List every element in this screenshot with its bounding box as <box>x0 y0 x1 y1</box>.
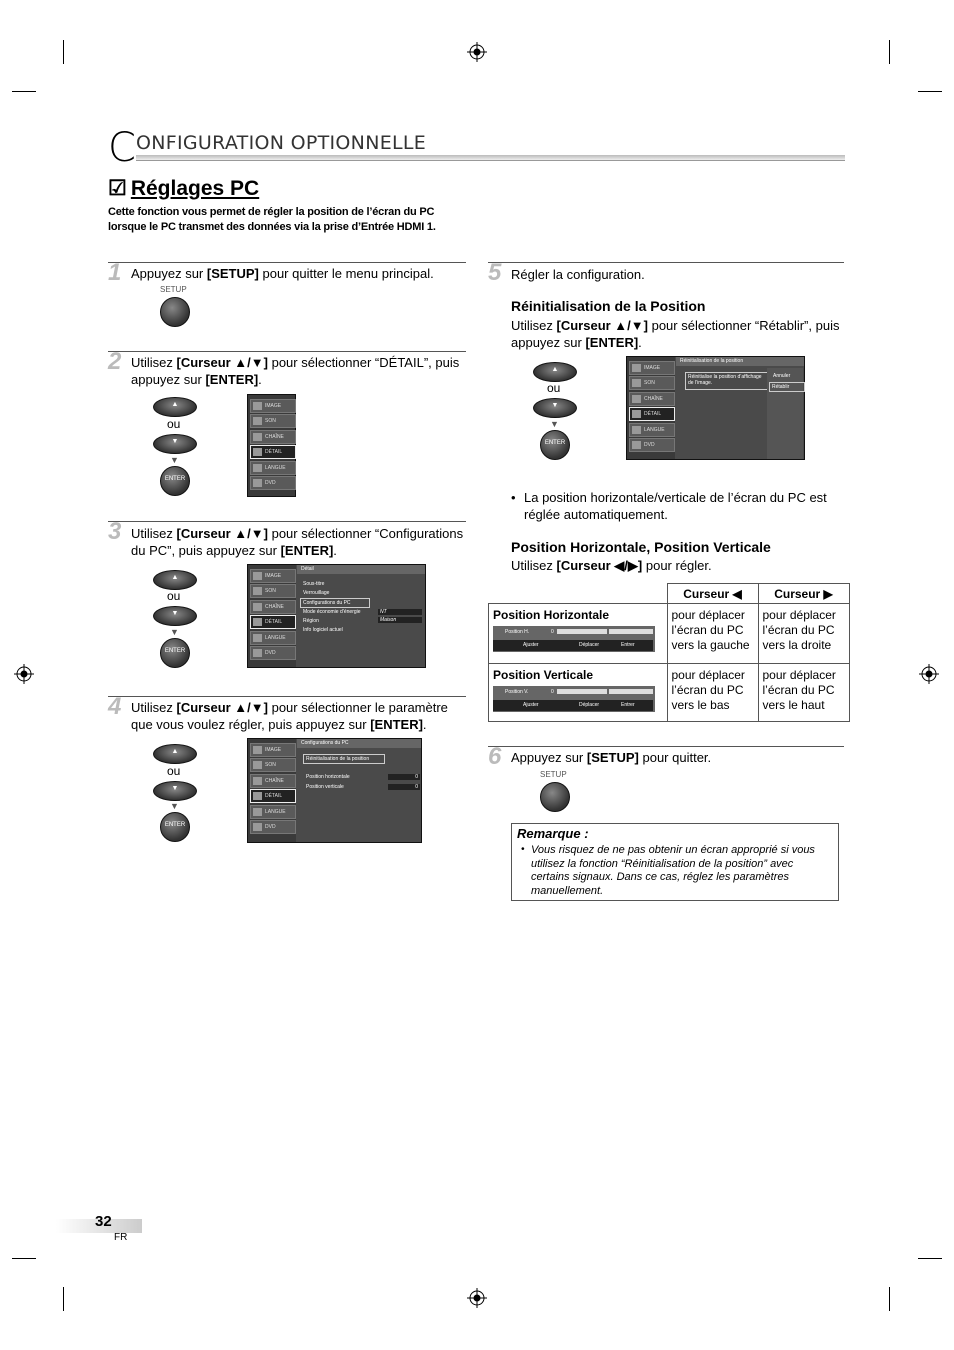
arrow-down-icon: ▼ <box>550 419 559 429</box>
intro-text: Cette fonction vous permet de régler la position de l’écran du PC lorsque le PC transmet des données via la prise d’Entrée HDMI 1. <box>108 206 436 233</box>
enter-button: ENTER <box>540 430 570 460</box>
tv-menu-step3: IMAGE SON CHAÎNE DÉTAIL LANGUE DVD Détail Sous-titre Verrouillage Configurations du PC Mode économie d’énergie NT Région Maison Info logiciel actuel <box>247 564 426 668</box>
menu-item: DVD <box>250 476 296 490</box>
arrow-down-icon: ▼ <box>170 801 179 811</box>
or-label: ou <box>167 764 181 778</box>
step-rule <box>108 696 466 697</box>
step-rule <box>488 262 844 263</box>
position-table <box>488 583 850 722</box>
step-5-text: Régler la configuration. <box>511 267 645 282</box>
tv-menu-step5: IMAGE SON CHAÎNE DÉTAIL LANGUE DVD Réinitialisation de la position Réinitialise la position d’affichage de l’image. Annuler Rétablir <box>626 356 805 460</box>
auto-adjust-text: La position horizontale/verticale de l’écran du PC est réglée automatiquement. <box>524 490 827 522</box>
menu-item: LANGUE <box>250 461 296 475</box>
reset-heading: Réinitialisation de la Position <box>511 298 706 314</box>
step-rule <box>488 746 844 747</box>
checkbox-icon: ☑ <box>108 177 127 200</box>
step-number: 6 <box>488 743 502 770</box>
setup-label: SETUP <box>160 285 187 294</box>
position-text: Utilisez [Curseur ◀/▶] pour régler. <box>511 558 712 573</box>
arrow-down-icon: ▼ <box>170 627 179 637</box>
registration-mark-icon <box>467 42 487 62</box>
arrow-down-icon: ▼ <box>170 455 179 465</box>
header-title: ONFIGURATION OPTIONNELLE <box>136 132 427 154</box>
header-rule <box>136 155 845 161</box>
setup-label: SETUP <box>540 770 567 779</box>
cursor-up-button: ▲ <box>153 570 197 590</box>
position-v-bar: Position V. 0 Ajuster Déplacer Entrer <box>493 686 655 712</box>
step-number: 1 <box>108 259 122 286</box>
note-title: Remarque : <box>517 826 589 841</box>
crop-mark <box>889 40 890 64</box>
bullet-dot: • <box>511 490 516 505</box>
menu-item: IMAGE <box>250 399 296 413</box>
setup-button <box>160 297 190 327</box>
cursor-down-button: ▼ <box>153 434 197 454</box>
header-initial: C <box>108 125 136 171</box>
menu-item: CHAÎNE <box>250 430 296 444</box>
step-number: 2 <box>108 348 122 375</box>
section-title-text: Réglages PC <box>130 177 260 200</box>
row-label-vertical: Position Verticale <box>493 668 594 682</box>
step-6-text: Appuyez sur [SETUP] pour quitter. <box>511 750 712 765</box>
step-4-text: Utilisez [Curseur ▲/▼] pour sélectionner le paramètre que vous voulez régler, puis appuyez sur [ENTER]. <box>131 700 448 732</box>
note-box <box>511 823 839 901</box>
registration-mark-icon <box>14 664 34 684</box>
step-rule <box>108 262 466 263</box>
crop-mark <box>918 91 942 92</box>
note-text: Vous risquez de ne pas obtenir un écran approprié si vous utilisez la fonction “Réinitialisation de la position” avec certains signaux. Dans ce cas, réglez les paramètres manuellement. <box>531 844 815 897</box>
enter-button: ENTER <box>160 466 190 496</box>
crop-mark <box>63 40 64 64</box>
reset-text: Utilisez [Curseur ▲/▼] pour sélectionner “Rétablir”, puis appuyez sur [ENTER]. <box>511 318 840 350</box>
cursor-down-button: ▼ <box>153 606 197 626</box>
crop-mark <box>918 1258 942 1259</box>
tv-menu-step2 <box>247 394 296 497</box>
position-heading: Position Horizontale, Position Verticale <box>511 539 771 555</box>
col-header-right: Curseur ▶ <box>758 584 849 604</box>
menu-item-selected: DÉTAIL <box>250 445 296 459</box>
cursor-down-button: ▼ <box>533 398 577 418</box>
step-number: 5 <box>488 259 502 286</box>
tv-menu-step4: IMAGE SON CHAÎNE DÉTAIL LANGUE DVD Configurations du PC Réinitialisation de la position Position horizontale 0 Position verticale 0 <box>247 738 422 843</box>
crop-mark <box>63 1287 64 1311</box>
h-left-desc: pour déplacer l’écran du PC vers la gauche <box>667 604 758 664</box>
note-bullet: • <box>521 844 525 855</box>
crop-mark <box>12 1258 36 1259</box>
enter-button: ENTER <box>160 638 190 668</box>
v-right-desc: pour déplacer l’écran du PC vers le haut <box>758 664 849 722</box>
or-label: ou <box>167 589 181 603</box>
h-right-desc: pour déplacer l’écran du PC vers la droite <box>758 604 849 664</box>
crop-mark <box>889 1287 890 1311</box>
language-code: FR <box>114 1232 128 1243</box>
position-h-bar: Position H. 0 Ajuster Déplacer Entrer <box>493 626 655 652</box>
col-header-left: Curseur ◀ <box>667 584 758 604</box>
v-left-desc: pour déplacer l’écran du PC vers le bas <box>667 664 758 722</box>
cursor-up-button: ▲ <box>153 744 197 764</box>
or-label: ou <box>167 417 181 431</box>
step-rule <box>108 521 466 522</box>
step-2-text: Utilisez [Curseur ▲/▼] pour sélectionner “DÉTAIL”, puis appuyez sur [ENTER]. <box>131 355 460 387</box>
crop-mark <box>12 91 36 92</box>
page-number: 32 <box>95 1213 112 1230</box>
cursor-down-button: ▼ <box>153 781 197 801</box>
registration-mark-icon <box>919 664 939 684</box>
menu-item: SON <box>250 414 296 428</box>
enter-button: ENTER <box>160 812 190 842</box>
step-number: 3 <box>108 518 122 545</box>
setup-button <box>540 782 570 812</box>
step-number: 4 <box>108 693 122 720</box>
section-title <box>108 176 259 201</box>
step-1-text: Appuyez sur [SETUP] pour quitter le menu principal. <box>131 266 434 281</box>
cursor-up-button: ▲ <box>533 362 577 382</box>
or-label: ou <box>547 381 561 395</box>
cursor-up-button: ▲ <box>153 397 197 417</box>
registration-mark-icon <box>467 1288 487 1308</box>
step-3-text: Utilisez [Curseur ▲/▼] pour sélectionner “Configurations du PC”, puis appuyez sur [ENTER]. <box>131 526 464 558</box>
row-label-horizontal: Position Horizontale <box>493 608 610 622</box>
step-rule <box>108 351 466 352</box>
